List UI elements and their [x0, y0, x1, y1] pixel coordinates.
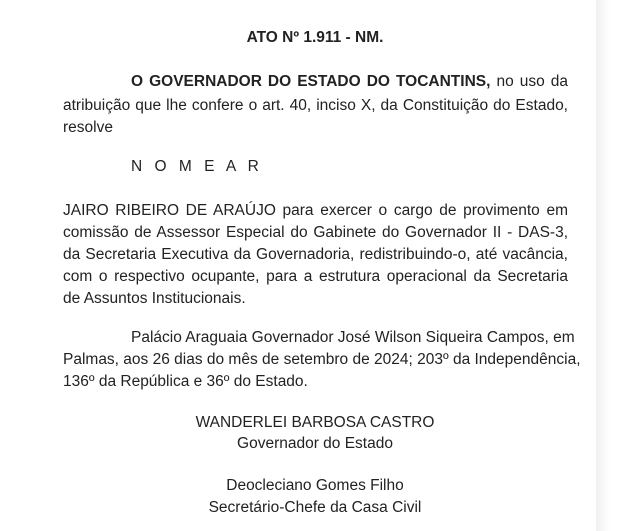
body-line-4: com o respectivo ocupante, para a estrutura operacional da Secretaria	[63, 268, 568, 285]
signatory-role: Governador do Estado	[237, 435, 393, 452]
signatory-role: Secretário-Chefe da Casa Civil	[208, 499, 422, 516]
body-line-3: da Secretaria Executiva da Governadoria, redistribuindo-o, até vacância,	[63, 246, 568, 263]
signatory-name: Deocleciano Gomes Filho	[226, 477, 404, 494]
intro-line-3: resolve	[63, 119, 113, 136]
closing-line-1: Palácio Araguaia Governador José Wilson Siqueira Campos, em	[131, 329, 575, 346]
body-line-5: de Assuntos Institucionais.	[63, 290, 246, 307]
body-line-1: JAIRO RIBEIRO DE ARAÚJO para exercer o cargo de provimento em	[63, 202, 568, 219]
signatory-name: WANDERLEI BARBOSA CASTRO	[195, 414, 435, 431]
intro-line-2: atribuição que lhe confere o art. 40, inciso X, da Constituição do Estado,	[63, 97, 568, 114]
action-word: N O M E A R	[131, 158, 263, 175]
intro-line-1	[131, 72, 568, 92]
closing-line-2: Palmas, aos 26 dias do mês de setembro de 2024; 203º da Independência,	[63, 351, 581, 368]
intro-line-1-rest: no uso da	[496, 73, 569, 90]
governor-heading: O GOVERNADOR DO ESTADO DO TOCANTINS,	[131, 73, 491, 90]
closing-line-3: 136º da República e 36º do Estado.	[63, 373, 308, 390]
page-edge-shadow	[596, 0, 641, 531]
body-line-2: comissão de Assessor Especial do Gabinete do Governador II - DAS-3,	[63, 224, 568, 241]
act-title: ATO Nº 1.911 - NM.	[246, 29, 384, 46]
